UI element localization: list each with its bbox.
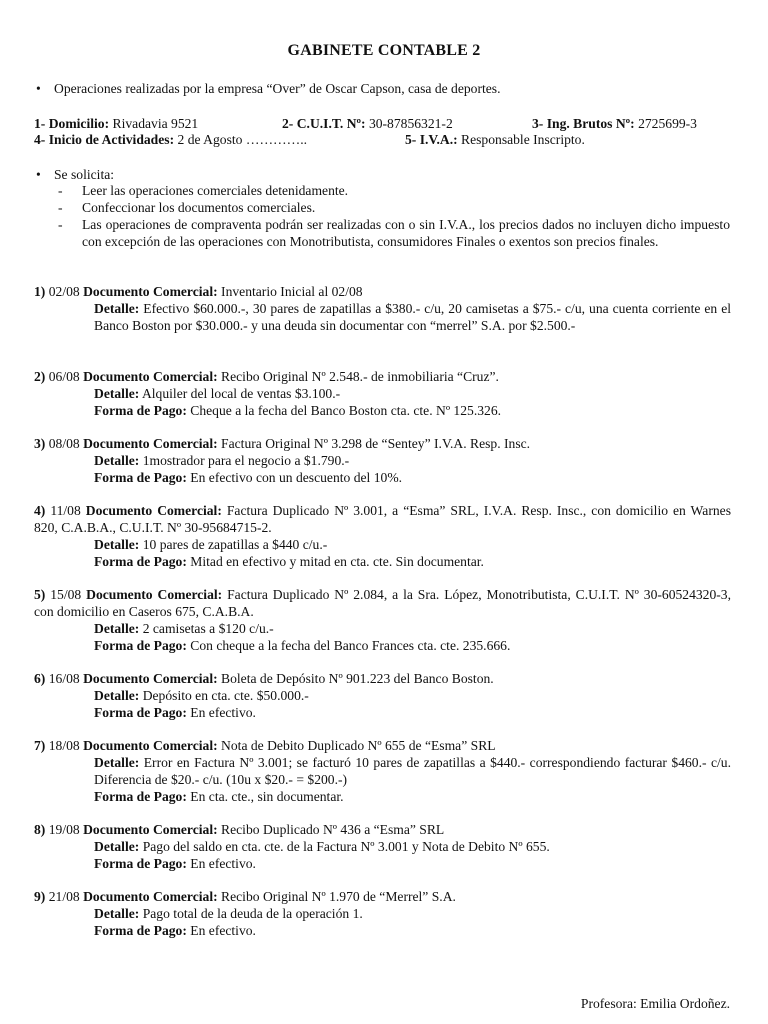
pago-label: Forma de Pago: <box>94 856 187 871</box>
bullet-icon: • <box>36 81 41 96</box>
pago-label: Forma de Pago: <box>94 789 187 804</box>
detalle-label: Detalle: <box>94 839 140 854</box>
pago-label: Forma de Pago: <box>94 554 187 569</box>
pago-value: En efectivo con un descuento del 10%. <box>190 470 403 485</box>
doc-label: Documento Comercial: <box>83 369 218 384</box>
doc-value: Recibo Original Nº 1.970 de “Merrel” S.A. <box>221 889 456 904</box>
detalle-value: Pago total de la deuda de la operación 1. <box>142 906 363 921</box>
inicio-value: 2 de Agosto ………….. <box>177 132 308 147</box>
detalle-label: Detalle: <box>94 301 140 316</box>
operation-number: 7) <box>34 738 46 753</box>
doc-value: Boleta de Depósito Nº 901.223 del Banco Boston. <box>221 671 494 686</box>
detalle-row <box>34 754 731 788</box>
doc-label: Documento Comercial: <box>83 284 218 299</box>
operation-number: 9) <box>34 889 46 904</box>
pago-label: Forma de Pago: <box>94 403 187 418</box>
ing-brutos-label: 3- Ing. Brutos Nº: <box>532 116 635 131</box>
operation-number: 2) <box>34 369 46 384</box>
iva-value: Responsable Inscripto. <box>461 132 585 147</box>
operation-number: 3) <box>34 436 46 451</box>
operation-number: 6) <box>34 671 46 686</box>
signature: Profesora: Emilia Ordoñez. <box>580 996 730 1011</box>
pago-label: Forma de Pago: <box>94 705 187 720</box>
doc-label: Documento Comercial: <box>83 889 218 904</box>
pago-row <box>34 855 731 872</box>
doc-label: Documento Comercial: <box>85 503 222 518</box>
pago-row <box>34 553 731 570</box>
doc-value: Recibo Original Nº 2.548.- de inmobiliaria “Cruz”. <box>221 369 499 384</box>
doc-value: Factura Duplicado Nº 2.084, a la Sra. López, Monotributista, C.U.I.T. Nº 30-60524320-3, con domicilio en Caseros 675, C.A.B.A. <box>34 587 731 619</box>
ing-brutos-info <box>532 115 697 132</box>
operation-6 <box>34 670 731 721</box>
doc-label: Documento Comercial: <box>83 671 218 686</box>
doc-label: Documento Comercial: <box>83 738 218 753</box>
dash-icon: - <box>58 200 63 215</box>
operation-number: 4) <box>34 503 46 518</box>
company-info-row-1 <box>34 115 198 132</box>
detalle-row <box>34 687 731 704</box>
pago-row <box>34 637 731 654</box>
detalle-row <box>34 385 731 402</box>
pago-value: En cta. cte., sin documentar. <box>190 789 344 804</box>
pago-label: Forma de Pago: <box>94 470 187 485</box>
detalle-value: Efectivo $60.000.-, 30 pares de zapatillas a $380.- c/u, 20 camisetas a $75.- c/u, una cuenta corriente en el Banco Boston por $30.000.- y una deuda sin documentar con “merrel” S.A. por $2.500.- <box>94 301 732 333</box>
detalle-label: Detalle: <box>94 755 140 770</box>
detalle-row <box>34 905 731 922</box>
operation-date: 21/08 <box>48 889 80 904</box>
dash-icon: - <box>58 183 63 198</box>
operation-1 <box>34 283 731 334</box>
operation-number: 5) <box>34 587 46 602</box>
doc-label: Documento Comercial: <box>86 587 223 602</box>
cuit-value: 30-87856321-2 <box>368 116 453 131</box>
doc-value: Factura Original Nº 3.298 de “Sentey” I.V.A. Resp. Insc. <box>221 436 531 451</box>
doc-value: Inventario Inicial al 02/08 <box>221 284 363 299</box>
operation-4 <box>34 502 731 570</box>
detalle-row <box>34 300 731 334</box>
detalle-label: Detalle: <box>94 453 140 468</box>
bullet-icon: • <box>36 167 41 182</box>
pago-label: Forma de Pago: <box>94 923 187 938</box>
detalle-row <box>34 536 731 553</box>
detalle-value: Depósito en cta. cte. $50.000.- <box>142 688 309 703</box>
detalle-row <box>34 620 731 637</box>
pago-row <box>34 788 731 805</box>
doc-label: Documento Comercial: <box>83 436 218 451</box>
operation-7 <box>34 737 731 805</box>
doc-value: Factura Duplicado Nº 3.001, a “Esma” SRL, I.V.A. Resp. Insc., con domicilio en Warnes 820, C.A.B.A., C.U.I.T. Nº 30-95684715-2. <box>34 503 731 535</box>
operation-8 <box>34 821 731 872</box>
operation-date: 18/08 <box>48 738 80 753</box>
list-item: - Confeccionar los documentos comerciales. <box>58 200 316 215</box>
operation-9 <box>34 888 731 939</box>
cuit-info <box>282 115 453 132</box>
domicilio-label: 1- Domicilio: <box>34 116 110 131</box>
operation-date: 11/08 <box>50 503 81 518</box>
detalle-label: Detalle: <box>94 537 140 552</box>
detalle-label: Detalle: <box>94 621 140 636</box>
pago-label: Forma de Pago: <box>94 638 187 653</box>
cuit-label: 2- C.U.I.T. Nº: <box>282 116 366 131</box>
operation-date: 08/08 <box>48 436 80 451</box>
pago-row <box>34 469 731 486</box>
pago-value: Mitad en efectivo y mitad en cta. cte. Sin documentar. <box>190 554 484 569</box>
detalle-value: 10 pares de zapatillas a $440 c/u.- <box>142 537 328 552</box>
inicio-label: 4- Inicio de Actividades: <box>34 132 175 147</box>
detalle-value: 2 camisetas a $120 c/u.- <box>142 621 274 636</box>
operation-date: 16/08 <box>48 671 80 686</box>
pago-row <box>34 402 731 419</box>
doc-value: Recibo Duplicado Nº 436 a “Esma” SRL <box>221 822 445 837</box>
intro-text: Operaciones realizadas por la empresa “Over” de Oscar Capson, casa de deportes. <box>54 81 501 96</box>
doc-value: Nota de Debito Duplicado Nº 655 de “Esma” SRL <box>221 738 496 753</box>
detalle-value: Pago del saldo en cta. cte. de la Factura Nº 3.001 y Nota de Debito Nº 655. <box>142 839 550 854</box>
operation-date: 06/08 <box>48 369 80 384</box>
iva-info <box>405 131 585 148</box>
ing-brutos-value: 2725699-3 <box>638 116 697 131</box>
pago-value: Cheque a la fecha del Banco Boston cta. cte. Nº 125.326. <box>190 403 502 418</box>
operation-date: 19/08 <box>48 822 80 837</box>
domicilio-value: Rivadavia 9521 <box>112 116 199 131</box>
operation-3 <box>34 435 731 486</box>
pago-value: Con cheque a la fecha del Banco Frances cta. cte. 235.666. <box>190 638 511 653</box>
operation-number: 8) <box>34 822 46 837</box>
doc-label: Documento Comercial: <box>83 822 218 837</box>
operation-date: 02/08 <box>48 284 80 299</box>
inicio-info <box>34 131 307 148</box>
operation-date: 15/08 <box>50 587 82 602</box>
operation-number: 1) <box>34 284 46 299</box>
pago-row <box>34 704 731 721</box>
detalle-value: Alquiler del local de ventas $3.100.- <box>141 386 341 401</box>
pago-value: En efectivo. <box>190 856 256 871</box>
dash-icon: - <box>58 217 63 232</box>
list-item: - Las operaciones de compraventa podrán ser realizadas con o sin I.V.A., los precios dados no incluyen dicho impuesto con excepción de las operaciones con Monotributista, consumidores Finales o exentos son precios finales. <box>58 217 730 249</box>
operation-5 <box>34 586 731 654</box>
request-heading: Se solicita: <box>54 167 115 182</box>
detalle-value: 1mostrador para el negocio a $1.790.- <box>142 453 350 468</box>
list-item: - Leer las operaciones comerciales detenidamente. <box>58 183 349 198</box>
pago-value: En efectivo. <box>190 923 256 938</box>
page-title: GABINETE CONTABLE 2 <box>287 42 481 59</box>
detalle-label: Detalle: <box>94 688 140 703</box>
request-list <box>58 182 738 250</box>
detalle-value: Error en Factura Nº 3.001; se facturó 10 pares de zapatillas a $440.- correspondiendo facturar $460.- c/u. Diferencia de $20.- c/u. (10u x $20.- = $200.-) <box>94 755 731 787</box>
detalle-label: Detalle: <box>94 386 140 401</box>
operation-2 <box>34 368 731 419</box>
detalle-label: Detalle: <box>94 906 140 921</box>
detalle-row <box>34 838 731 855</box>
pago-row <box>34 922 731 939</box>
iva-label: 5- I.V.A.: <box>405 132 458 147</box>
pago-value: En efectivo. <box>190 705 256 720</box>
detalle-row <box>34 452 731 469</box>
